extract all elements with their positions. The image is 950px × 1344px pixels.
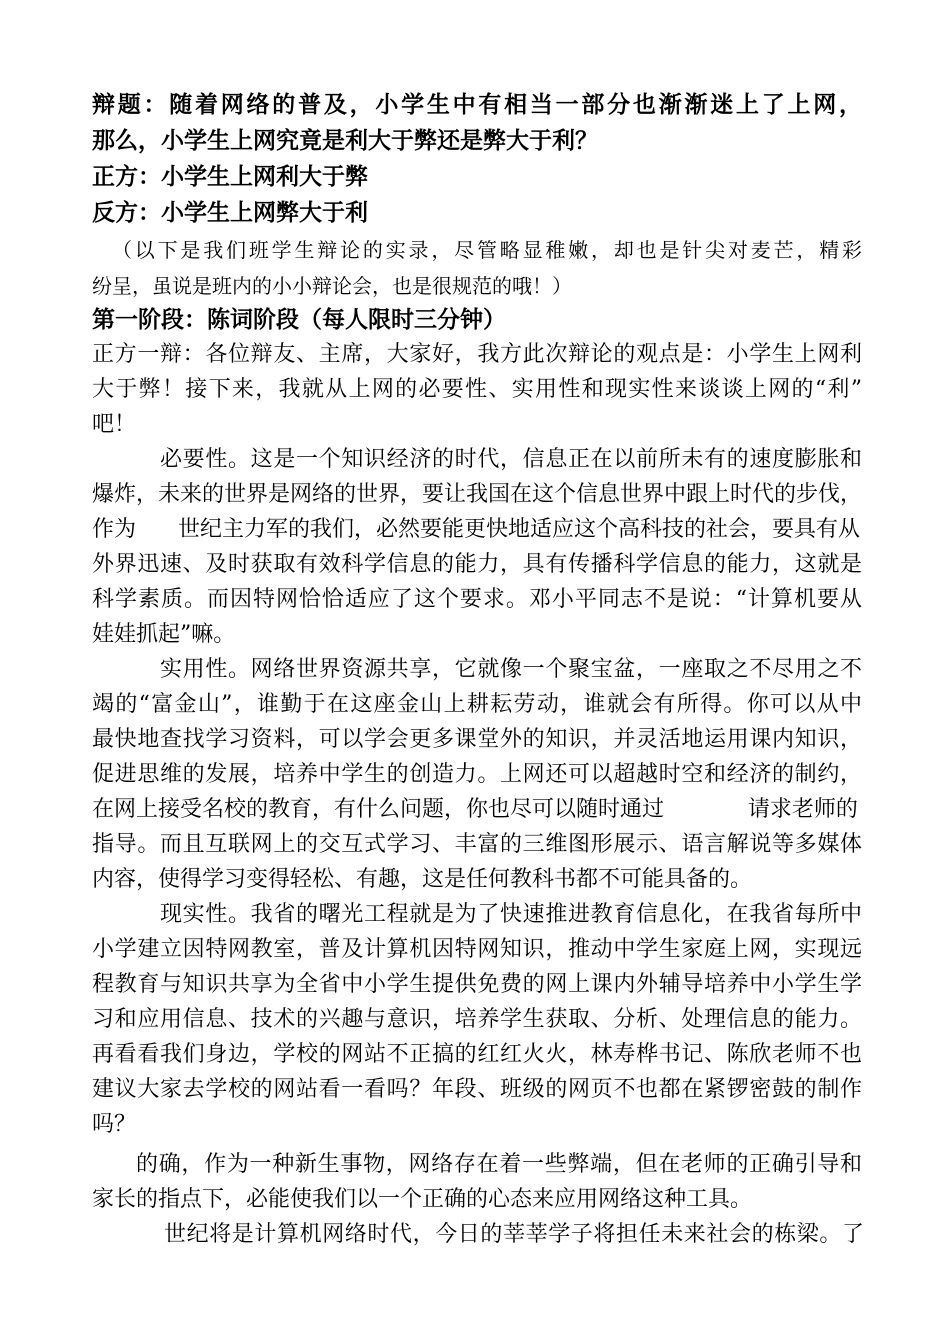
body-line: 外界迅速、及时获取有效科学信息的能力，具有传播科学信息的能力，这就是 bbox=[92, 552, 862, 577]
body-line: 在网上接受名校的教育，有什么问题，你也尽可以随时通过 请求老师的 bbox=[92, 797, 858, 822]
body-line: 吗？ bbox=[92, 1112, 137, 1137]
section-heading: 第一阶段：陈词阶段（每人限时三分钟） bbox=[92, 307, 506, 333]
debate-topic-line-2: 那么，小学生上网究竟是利大于弊还是弊大于利？ bbox=[92, 128, 598, 154]
paragraph-start: 必要性。这是一个知识经济的时代，信息正在以前所未有的速度膨胀和 bbox=[160, 447, 862, 472]
paragraph-start: 的确，作为一种新生事物，网络存在着一些弊端，但在老师的正确引导和 bbox=[136, 1152, 862, 1177]
body-line: 家长的指点下，必能使我们以一个正确的心态来应用网络这种工具。 bbox=[92, 1187, 753, 1212]
body-line: 最快地查找学习资料，可以学会更多课堂外的知识，并灵活地运用课内知识， bbox=[92, 727, 862, 752]
paragraph-start: 世纪将是计算机网络时代，今日的莘莘学子将担任未来社会的栋梁。了 bbox=[164, 1222, 864, 1247]
body-line: 竭的“富金山”，谁勤于在这座金山上耕耘劳动，谁就会有所得。你可以从中 bbox=[92, 692, 862, 717]
body-line: 科学素质。而因特网恰恰适应了这个要求。邓小平同志不是说：“计算机要从 bbox=[92, 587, 862, 612]
intro-note-line-2: 纷呈，虽说是班内的小小辩论会，也是很规范的哦！） bbox=[92, 274, 572, 298]
paragraph-start: 实用性。网络世界资源共享，它就像一个聚宝盆，一座取之不尽用之不 bbox=[160, 657, 862, 682]
body-line: 吧！ bbox=[92, 412, 137, 437]
body-line: 爆炸，未来的世界是网络的世界，要让我国在这个信息世界中跟上时代的步伐， bbox=[92, 482, 863, 507]
debate-topic-line-1: 辩题：随着网络的普及，小学生中有相当一部分也渐渐迷上了上网， bbox=[92, 92, 862, 118]
affirmative-position: 正方：小学生上网利大于弊 bbox=[92, 164, 368, 190]
body-line: 再看看我们身边，学校的网站不正搞的红红火火，林寿桦书记、陈欣老师不也 bbox=[92, 1042, 862, 1067]
paragraph-start: 现实性。我省的曙光工程就是为了快速推进教育信息化，在我省每所中 bbox=[160, 902, 862, 927]
body-line: 内容，使得学习变得轻松、有趣，这是任何教科书都不可能具备的。 bbox=[92, 867, 753, 892]
body-line: 大于弊！接下来，我就从上网的必要性、实用性和现实性来谈谈上网的“利” bbox=[92, 377, 862, 402]
body-line: 小学建立因特网教室，普及计算机因特网知识，推动中学生家庭上网，实现远 bbox=[92, 937, 862, 962]
body-line: 娃娃抓起”嘛。 bbox=[92, 622, 236, 647]
body-line: 正方一辩：各位辩友、主席，大家好，我方此次辩论的观点是：小学生上网利 bbox=[92, 342, 862, 367]
body-line: 作为 世纪主力军的我们，必然要能更快地适应这个高科技的社会，要具有从 bbox=[92, 517, 860, 542]
body-line: 促进思维的发展，培养中学生的创造力。上网还可以超越时空和经济的制约， bbox=[92, 762, 862, 787]
body-line: 程教育与知识共享为全省中小学生提供免费的网上课内外辅导培养中小学生学 bbox=[92, 972, 862, 997]
body-line: 建议大家去学校的网站看一看吗？年段、班级的网页不也都在紧锣密鼓的制作 bbox=[92, 1077, 862, 1102]
body-line: 指导。而且互联网上的交互式学习、丰富的三维图形展示、语言解说等多媒体 bbox=[92, 832, 862, 857]
negative-position: 反方：小学生上网弊大于利 bbox=[92, 200, 368, 226]
intro-note-line-1: （以下是我们班学生辩论的实录，尽管略显稚嫩，却也是针尖对麦芒，精彩 bbox=[112, 238, 862, 262]
body-line: 习和应用信息、技术的兴趣与意识，培养学生获取、分析、处理信息的能力。 bbox=[92, 1007, 862, 1032]
